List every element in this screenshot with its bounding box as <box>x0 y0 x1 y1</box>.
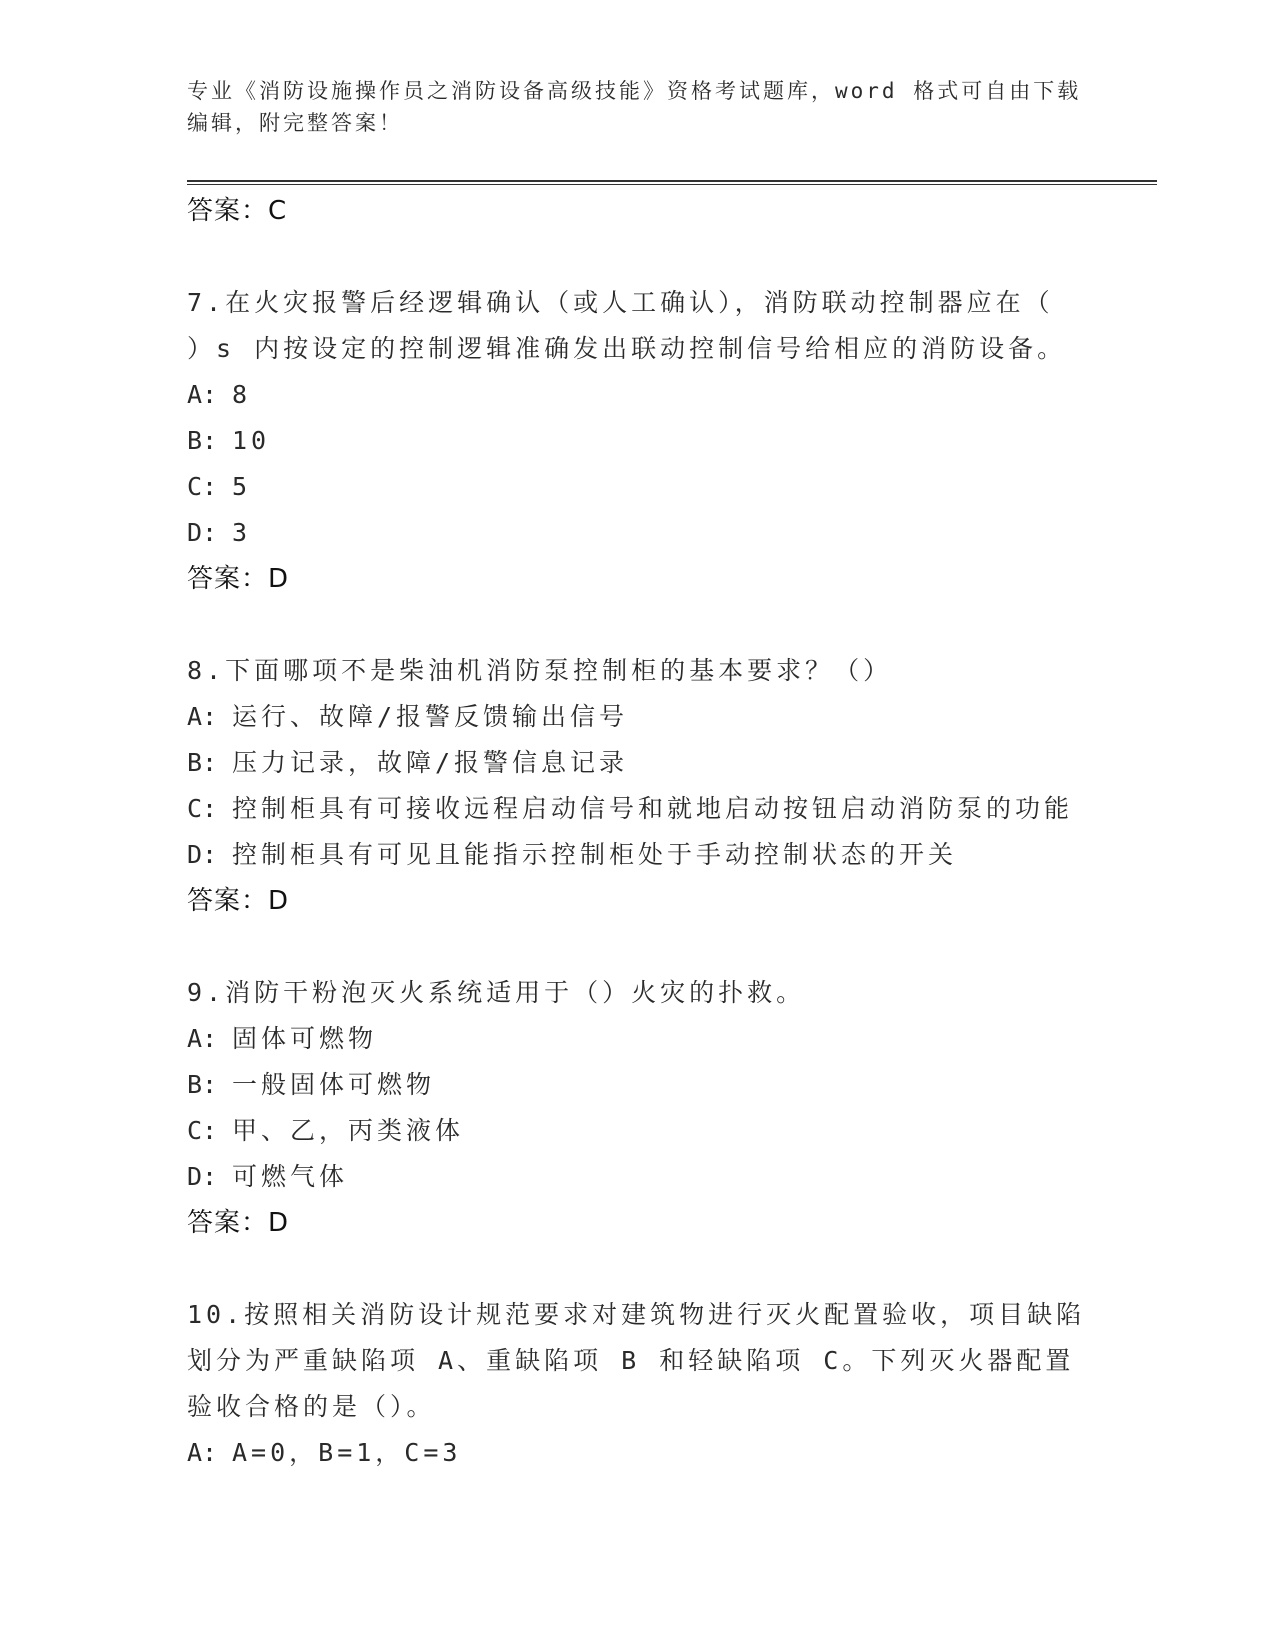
header-divider-thick <box>187 180 1157 182</box>
question-8-text: 8.下面哪项不是柴油机消防泵控制柜的基本要求？（） <box>187 656 893 685</box>
answer-line: 答案：C <box>187 196 288 226</box>
option-key: B: <box>187 426 218 455</box>
option-b <box>187 418 1087 464</box>
option-c <box>187 1108 1087 1154</box>
option-key: C: <box>187 472 218 501</box>
option-key: B: <box>187 748 218 777</box>
option-d <box>187 1154 1087 1200</box>
option-text: 控制柜具有可见且能指示控制柜处于手动控制状态的开关 <box>232 840 958 869</box>
question-7-text: 7.在火灾报警后经逻辑确认（或人工确认），消防联动控制器应在（ ）s 内按设定的控制逻辑准确发出联动控制信号给相应的消防设备。 <box>187 288 1067 363</box>
option-key: A: <box>187 1438 218 1467</box>
answer-line: 答案：D <box>187 886 290 916</box>
option-a <box>187 694 1087 740</box>
question-10-text: 10.按照相关消防设计规范要求对建筑物进行灭火配置验收，项目缺陷划分为严重缺陷项 A、重缺陷项 B 和轻缺陷项 C。下列灭火器配置验收合格的是（）。 <box>187 1300 1086 1421</box>
option-text: 运行、故障/报警反馈输出信号 <box>232 702 629 731</box>
option-key: B: <box>187 1070 218 1099</box>
spacer <box>187 924 1087 970</box>
option-a <box>187 1016 1087 1062</box>
option-key: D: <box>187 518 218 547</box>
answer-line: 答案：D <box>187 1208 290 1238</box>
option-c <box>187 786 1087 832</box>
option-b <box>187 1062 1087 1108</box>
option-key: D: <box>187 1162 218 1191</box>
option-text: 固体可燃物 <box>232 1024 378 1053</box>
question-9-text: 9.消防干粉泡灭火系统适用于（）火灾的扑救。 <box>187 978 806 1007</box>
document-header: 专业《消防设施操作员之消防设备高级技能》资格考试题库，word 格式可自由下载编辑，附完整答案！ <box>187 79 1082 135</box>
question-list <box>187 188 1087 1476</box>
option-c <box>187 464 1087 510</box>
option-text: 10 <box>232 426 271 455</box>
spacer <box>187 234 1087 280</box>
option-key: A: <box>187 1024 218 1053</box>
option-text: 甲、乙，丙类液体 <box>232 1116 465 1145</box>
option-text: 3 <box>232 518 252 547</box>
option-key: C: <box>187 794 218 823</box>
option-key: A: <box>187 702 218 731</box>
option-b <box>187 740 1087 786</box>
spacer <box>187 602 1087 648</box>
option-a <box>187 372 1087 418</box>
option-d <box>187 832 1087 878</box>
header-divider-thin <box>187 184 1157 185</box>
answer-line: 答案：D <box>187 564 290 594</box>
option-text: 一般固体可燃物 <box>232 1070 436 1099</box>
option-key: C: <box>187 1116 218 1145</box>
option-d <box>187 510 1087 556</box>
option-key: A: <box>187 380 218 409</box>
option-text: 可燃气体 <box>232 1162 349 1191</box>
option-a <box>187 1430 1087 1476</box>
option-text: 控制柜具有可接收远程启动信号和就地启动按钮启动消防泵的功能 <box>232 794 1074 823</box>
option-text: A=0，B=1，C=3 <box>232 1438 462 1467</box>
option-text: 8 <box>232 380 252 409</box>
spacer <box>187 1246 1087 1292</box>
option-text: 5 <box>232 472 252 501</box>
option-key: D: <box>187 840 218 869</box>
option-text: 压力记录，故障/报警信息记录 <box>232 748 629 777</box>
